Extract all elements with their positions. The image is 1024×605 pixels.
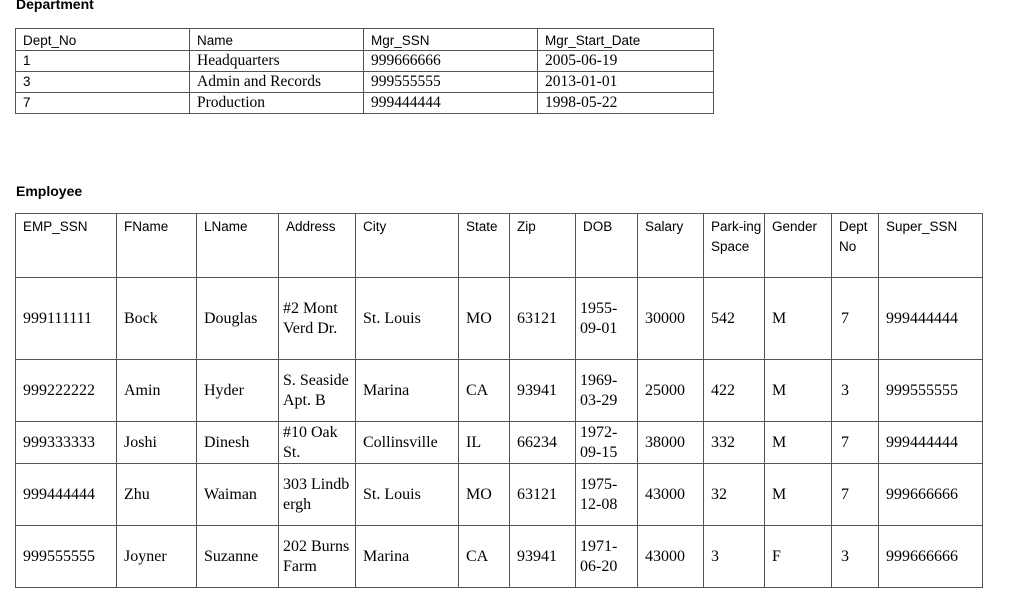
- table-row: [16, 278, 983, 360]
- table-cell: Hyder: [197, 360, 279, 422]
- table-cell: IL: [459, 422, 510, 464]
- table-cell: St. Louis: [356, 278, 459, 360]
- table-cell: 63121: [510, 464, 576, 526]
- table-cell: Marina: [356, 526, 459, 588]
- column-header: Address: [279, 214, 356, 278]
- table-cell: 93941: [510, 360, 576, 422]
- table-row: [16, 422, 983, 464]
- table-cell: Amin: [117, 360, 197, 422]
- table-cell: 542: [704, 278, 765, 360]
- column-header: Salary: [638, 214, 704, 278]
- table-cell: Marina: [356, 360, 459, 422]
- table-cell: 1971-06-20: [576, 526, 638, 588]
- table-cell: MO: [459, 278, 510, 360]
- table-cell: 3: [832, 360, 879, 422]
- column-header: LName: [197, 214, 279, 278]
- table-cell: 1972-09-15: [576, 422, 638, 464]
- column-header: Name: [190, 29, 364, 51]
- table-cell: Collinsville: [356, 422, 459, 464]
- table-cell: M: [765, 464, 832, 526]
- table-cell: Dinesh: [197, 422, 279, 464]
- table-cell: 7: [832, 422, 879, 464]
- table-cell: 999555555: [364, 72, 538, 93]
- table-cell: 999111111: [16, 278, 117, 360]
- column-header: Gender: [765, 214, 832, 278]
- table-cell: 2005-06-19: [538, 51, 714, 72]
- column-header: Mgr_SSN: [364, 29, 538, 51]
- column-header: EMP_SSN: [16, 214, 117, 278]
- table-cell: F: [765, 526, 832, 588]
- table-cell: S. Seaside Apt. B: [279, 360, 356, 422]
- table-cell: 2013-01-01: [538, 72, 714, 93]
- table-cell: St. Louis: [356, 464, 459, 526]
- column-header: Zip: [510, 214, 576, 278]
- table-cell: 332: [704, 422, 765, 464]
- table-cell: 999333333: [16, 422, 117, 464]
- table-cell: 999444444: [879, 422, 983, 464]
- table-cell: 202 Burns Farm: [279, 526, 356, 588]
- table-cell: Zhu: [117, 464, 197, 526]
- table-row: [16, 93, 714, 114]
- table-cell: 1: [16, 51, 190, 72]
- table-cell: 7: [832, 464, 879, 526]
- table-cell: Douglas: [197, 278, 279, 360]
- table-cell: 7: [16, 93, 190, 114]
- table-cell: CA: [459, 360, 510, 422]
- table-cell: CA: [459, 526, 510, 588]
- table-cell: 999666666: [364, 51, 538, 72]
- table-cell: 3: [704, 526, 765, 588]
- table-cell: #2 Mont Verd Dr.: [279, 278, 356, 360]
- table-row: [16, 51, 714, 72]
- employee-header-row: [16, 214, 983, 278]
- table-cell: 422: [704, 360, 765, 422]
- table-cell: 25000: [638, 360, 704, 422]
- table-cell: 3: [16, 72, 190, 93]
- column-header: State: [459, 214, 510, 278]
- table-cell: 43000: [638, 526, 704, 588]
- table-cell: MO: [459, 464, 510, 526]
- table-cell: 38000: [638, 422, 704, 464]
- table-cell: 1975-12-08: [576, 464, 638, 526]
- table-cell: Headquarters: [190, 51, 364, 72]
- column-header: Dept_No: [16, 29, 190, 51]
- table-cell: 999555555: [16, 526, 117, 588]
- table-cell: Admin and Records: [190, 72, 364, 93]
- table-row: [16, 360, 983, 422]
- table-cell: 66234: [510, 422, 576, 464]
- column-header: FName: [117, 214, 197, 278]
- table-row: [16, 72, 714, 93]
- table-cell: 1969-03-29: [576, 360, 638, 422]
- column-header: Mgr_Start_Date: [538, 29, 714, 51]
- table-cell: M: [765, 422, 832, 464]
- table-cell: 1998-05-22: [538, 93, 714, 114]
- employee-table: [15, 213, 983, 588]
- column-header: Dept No: [832, 214, 879, 278]
- table-cell: 93941: [510, 526, 576, 588]
- table-cell: 999666666: [879, 526, 983, 588]
- table-cell: 32: [704, 464, 765, 526]
- department-header-row: [16, 29, 714, 51]
- table-cell: Joshi: [117, 422, 197, 464]
- table-cell: 999222222: [16, 360, 117, 422]
- table-cell: Suzanne: [197, 526, 279, 588]
- column-header: City: [356, 214, 459, 278]
- department-heading: Department: [16, 0, 94, 12]
- table-cell: M: [765, 278, 832, 360]
- employee-heading: Employee: [16, 183, 83, 199]
- table-cell: Waiman: [197, 464, 279, 526]
- table-cell: Production: [190, 93, 364, 114]
- table-cell: 999555555: [879, 360, 983, 422]
- table-cell: 30000: [638, 278, 704, 360]
- table-cell: 999444444: [879, 278, 983, 360]
- table-cell: #10 Oak St.: [279, 422, 356, 464]
- table-cell: 3: [832, 526, 879, 588]
- table-cell: 999444444: [364, 93, 538, 114]
- department-table: [15, 28, 714, 114]
- table-row: [16, 526, 983, 588]
- table-row: [16, 464, 983, 526]
- table-cell: M: [765, 360, 832, 422]
- table-cell: Bock: [117, 278, 197, 360]
- table-cell: 1955-09-01: [576, 278, 638, 360]
- table-cell: 43000: [638, 464, 704, 526]
- column-header: Super_SSN: [879, 214, 983, 278]
- table-cell: 7: [832, 278, 879, 360]
- column-header: DOB: [576, 214, 638, 278]
- table-cell: 63121: [510, 278, 576, 360]
- column-header: Park-ing Space: [704, 214, 765, 278]
- table-cell: 999666666: [879, 464, 983, 526]
- table-cell: 999444444: [16, 464, 117, 526]
- table-cell: Joyner: [117, 526, 197, 588]
- table-cell: 303 Lindbergh: [279, 464, 356, 526]
